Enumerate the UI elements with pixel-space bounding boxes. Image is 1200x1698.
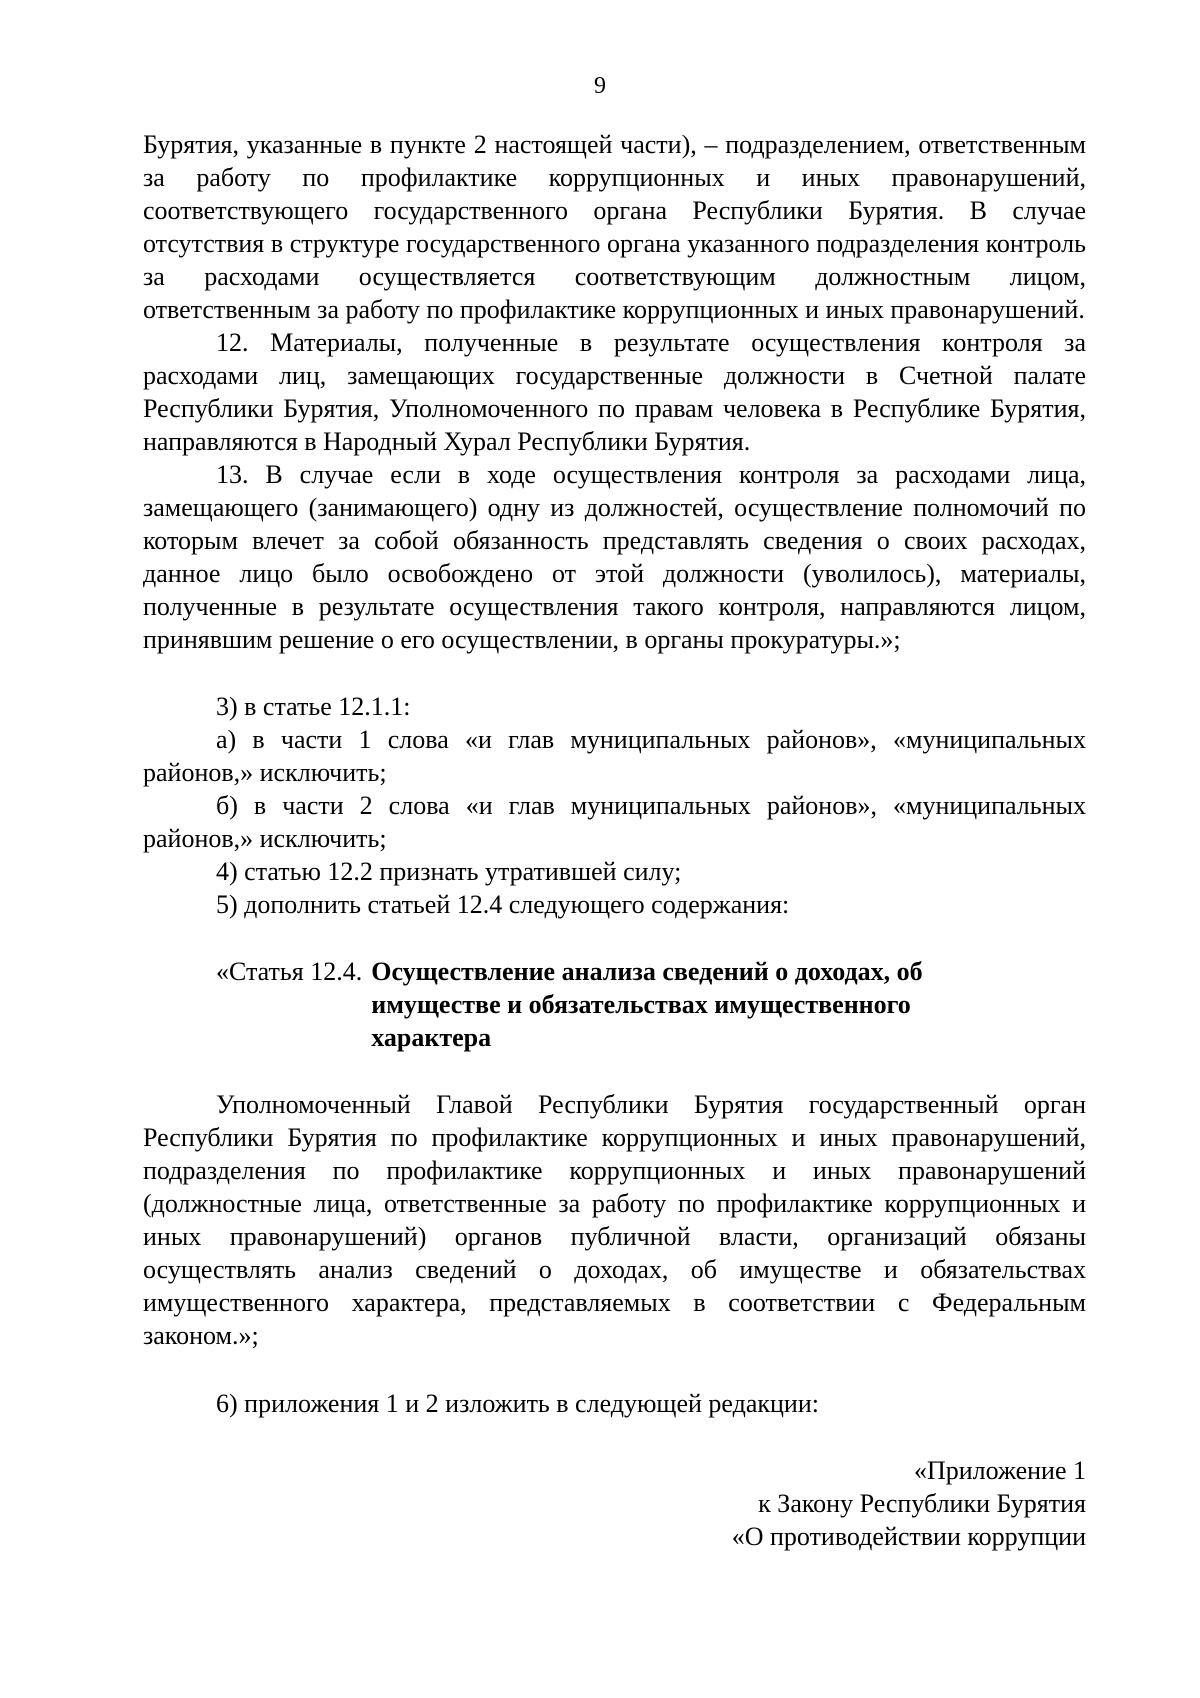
appendix-line: к Закону Республики Бурятия [758, 1489, 1086, 1518]
paragraph-continuation: Бурятия, указанные в пункте 2 настоящей части), – подразделением, ответственным за работу по профилактике коррупционных и иных правонарушений, соответствующего государственного органа Республики Бурятия. В случае отсутствия в структуре государственного органа указанного подразделения контроль за расходами осуществляется соответствующим должностным лицом, ответственным за работу по профилактике коррупционных и иных правонарушений. [143, 130, 1086, 324]
amendment-item-6: 6) приложения 1 и 2 изложить в следующей редакции: [216, 1389, 819, 1418]
amendment-item-3a: а) в части 1 слова «и глав муниципальных районов», «муниципальных районов,» исключить; [143, 725, 1086, 787]
paragraph-12: 12. Материалы, полученные в результате осуществления контроля за расходами лиц, замещающих государственные должности в Счетной палате Республики Бурятия, Уполномоченного по правам человека в Республике Бурятия, направляются в Народный Хурал Республики Бурятия. [143, 328, 1086, 456]
amendment-item-3: 3) в статье 12.1.1: [216, 692, 411, 721]
page-number: 9 [594, 73, 606, 99]
appendix-header [143, 1454, 1086, 1553]
appendix-line: «Приложение 1 [913, 1456, 1086, 1485]
paragraph-13: 13. В случае если в ходе осуществления контроля за расходами лица, замещающего (занимающего) одну из должностей, осуществление полномочий по которым влечет за собой обязанность представлять сведения о своих расходах, данное лицо было освобождено от этой должности (уволилось), материалы, полученные в результате осуществления такого контроля, направляются лицом, принявшим решение о его осуществлении, в органы прокуратуры.»; [143, 460, 1086, 654]
amendment-item-4: 4) статью 12.2 признать утратившей силу; [216, 857, 682, 886]
article-title: Осуществление анализа сведений о доходах, об имуществе и обязательствах имущественного характера [371, 957, 923, 1052]
article-number: «Статья 12.4. [216, 957, 363, 986]
appendix-line: «О противодействии коррупции [731, 1522, 1086, 1551]
article-body: Уполномоченный Главой Республики Бурятия государственный орган Республики Бурятия по профилактике коррупционных и иных правонарушений, подразделения по профилактике коррупционных и иных правонарушений (должностные лица, ответственные за работу по профилактике коррупционных и иных правонарушений) органов публичной власти, организаций обязаны осуществлять анализ сведений о доходах, об имуществе и обязательствах имущественного характера, представляемых в соответствии с Федеральным законом.»; [143, 1090, 1086, 1350]
document-body [143, 128, 1086, 1553]
article-heading [143, 955, 1086, 1054]
amendment-item-5: 5) дополнить статьей 12.4 следующего содержания: [216, 890, 790, 919]
amendment-item-3b: б) в части 2 слова «и глав муниципальных районов», «муниципальных районов,» исключить; [143, 791, 1086, 853]
